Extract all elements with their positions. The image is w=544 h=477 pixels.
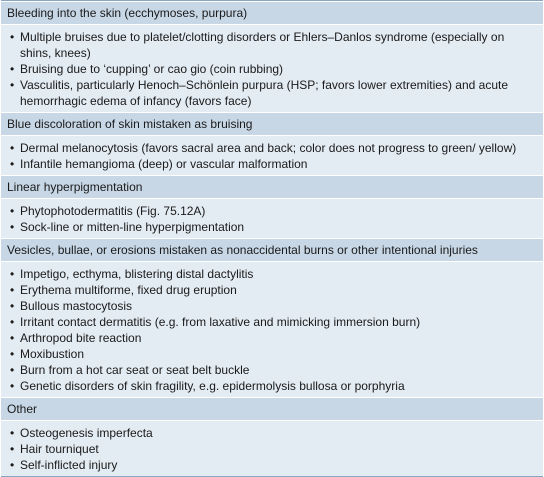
section-header: Bleeding into the skin (ecchymoses, purpura) <box>1 1 543 24</box>
list-item <box>10 314 535 330</box>
section-body <box>1 420 543 476</box>
list-item-text: Self-inflicted injury <box>20 458 118 472</box>
list-item-text: Arthropod bite reaction <box>20 331 142 345</box>
bullet-icon: • <box>10 315 15 329</box>
section-body <box>1 135 543 175</box>
list-item-text: Osteogenesis imperfecta <box>20 426 153 440</box>
bullet-icon: • <box>10 283 15 297</box>
list-item <box>10 362 535 378</box>
section-body <box>1 24 543 112</box>
list-item <box>10 140 535 156</box>
section-header: Blue discoloration of skin mistaken as bruising <box>1 112 543 135</box>
list-item-text: Multiple bruises due to platelet/clotting disorders or Ehlers–Danlos syndrome (especially on shins, knees) <box>20 30 505 60</box>
bullet-icon: • <box>10 299 15 313</box>
bullet-icon: • <box>10 141 15 155</box>
list-item <box>10 77 535 109</box>
list-item <box>10 425 535 441</box>
list-item-text: Impetigo, ecthyma, blistering distal dactylitis <box>20 267 254 281</box>
list-item <box>10 156 535 172</box>
bullet-icon: • <box>10 331 15 345</box>
list-item <box>10 266 535 282</box>
bullet-icon: • <box>10 347 15 361</box>
list-item-text: Sock-line or mitten-line hyperpigmentation <box>20 220 245 234</box>
list-item-text: Genetic disorders of skin fragility, e.g. epidermolysis bullosa or porphyria <box>20 379 405 393</box>
bullet-list <box>10 266 535 394</box>
bullet-icon: • <box>10 442 15 456</box>
list-item <box>10 282 535 298</box>
list-item-text: Bullous mastocytosis <box>20 299 133 313</box>
list-item <box>10 219 535 235</box>
bullet-icon: • <box>10 379 15 393</box>
list-item <box>10 441 535 457</box>
bullet-list <box>10 29 535 109</box>
bullet-icon: • <box>10 78 15 92</box>
list-item <box>10 29 535 61</box>
list-item <box>10 378 535 394</box>
list-item <box>10 346 535 362</box>
section-header: Vesicles, bullae, or erosions mistaken as nonaccidental burns or other intentional injuries <box>1 238 543 261</box>
section-body <box>1 261 543 397</box>
list-item-text: Burn from a hot car seat or seat belt buckle <box>20 363 250 377</box>
list-item <box>10 457 535 473</box>
list-item-text: Vasculitis, particularly Henoch–Schönlein purpura (HSP; favors lower extremities) and acute hemorrhagic edema of infancy (favors face) <box>20 78 508 108</box>
list-item <box>10 61 535 77</box>
bullet-icon: • <box>10 30 15 44</box>
differential-table <box>1 0 543 477</box>
list-item-text: Moxibustion <box>20 347 85 361</box>
section-body <box>1 198 543 238</box>
bullet-icon: • <box>10 204 15 218</box>
bullet-icon: • <box>10 267 15 281</box>
bullet-list <box>10 140 535 172</box>
list-item-text: Bruising due to ‘cupping’ or cao gio (coin rubbing) <box>20 62 284 76</box>
bullet-icon: • <box>10 220 15 234</box>
list-item-text: Erythema multiforme, fixed drug eruption <box>20 283 237 297</box>
section-header: Linear hyperpigmentation <box>1 175 543 198</box>
bullet-list <box>10 425 535 473</box>
bullet-icon: • <box>10 458 15 472</box>
list-item-text: Irritant contact dermatitis (e.g. from laxative and mimicking immersion burn) <box>20 315 421 329</box>
list-item <box>10 203 535 219</box>
bullet-icon: • <box>10 426 15 440</box>
list-item <box>10 298 535 314</box>
list-item-text: Infantile hemangioma (deep) or vascular malformation <box>20 157 308 171</box>
bullet-icon: • <box>10 363 15 377</box>
list-item-text: Phytophotodermatitis (Fig. 75.12A) <box>20 204 206 218</box>
bullet-icon: • <box>10 62 15 76</box>
list-item <box>10 330 535 346</box>
list-item-text: Dermal melanocytosis (favors sacral area and back; color does not progress to green/ yellow) <box>20 141 517 155</box>
bullet-list <box>10 203 535 235</box>
list-item-text: Hair tourniquet <box>20 442 99 456</box>
section-header: Other <box>1 397 543 420</box>
bullet-icon: • <box>10 157 15 171</box>
